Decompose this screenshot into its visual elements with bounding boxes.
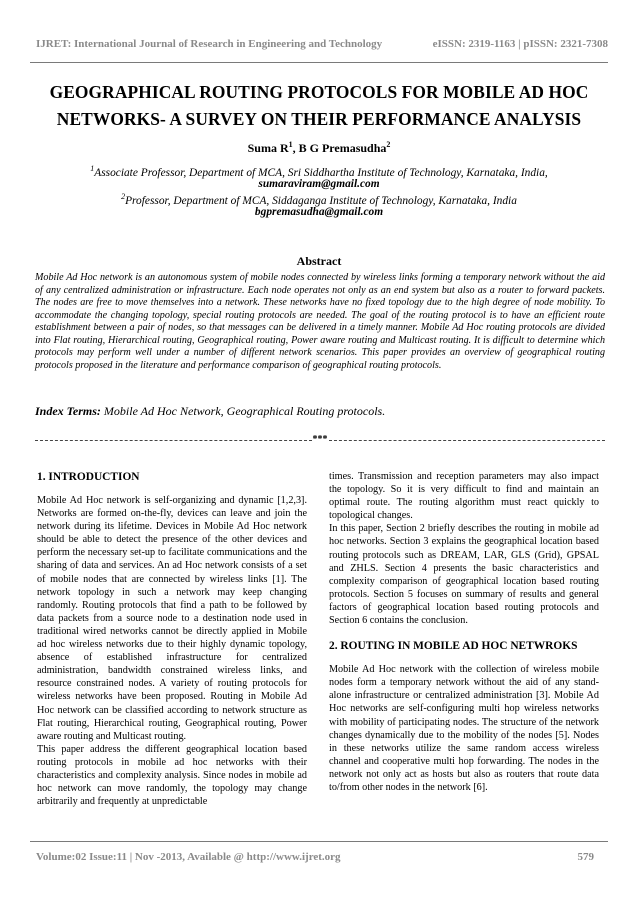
index-terms-label: Index Terms: xyxy=(35,404,101,418)
page-number: 579 xyxy=(577,851,594,863)
affiliation-1-marker: 1 xyxy=(90,164,95,173)
author-2: B G Premasudha xyxy=(298,141,387,155)
title-line-2: NETWORKS- A SURVEY ON THEIR PERFORMANCE ANALYSIS xyxy=(56,109,582,129)
running-header xyxy=(36,38,608,54)
journal-name: IJRET: International Journal of Research in Engineering and Technology xyxy=(36,38,383,50)
issn-info: eISSN: 2319-1163 | pISSN: 2321-7308 xyxy=(432,38,608,50)
title-line-1: GEOGRAPHICAL ROUTING PROTOCOLS FOR MOBILE AD HOC xyxy=(49,82,589,102)
section-separator xyxy=(35,434,605,446)
column-left xyxy=(37,470,307,808)
author-list xyxy=(30,140,608,156)
affiliation-2-marker: 2 xyxy=(121,192,126,201)
section-1-paragraph-1: Mobile Ad Hoc network is self-organizing and dynamic [1,2,3]. Networks are formed on-the-fly, devices can leave and join the network during its lifetime. Devices in Mobile Ad Hoc network should be able to detect the presence of the other devices and perform the necessary set-up to facilitate communications and the sharing of data and services. An ad Hoc network consists of a set of mobile nodes that are connected by wireless links [1]. The network topology in such a network may keep changing randomly. Routing protocols that find a path to be followed by data packets from a source node to a destination node used in traditional wired networks cannot be directly applied in Mobile ad hoc wireless networks due to their highly dynamic topology, absence of established infrastructure for centralized administration, bandwidth constrained wireless links, and resource constrained nodes. A variety of routing protocols for wireless networks have been proposed. Routing in Mobile Ad Hoc network can be classified according to network structure as Flat routing, Hierarchical routing, Geographical routing, Power aware routing and Multicast routing. xyxy=(37,495,307,742)
author-2-marker: 2 xyxy=(386,140,391,149)
separator-dash-right xyxy=(329,440,606,441)
section-2-heading: 2. ROUTING IN MOBILE AD HOC NETWROKS xyxy=(329,640,578,653)
index-terms-text: Mobile Ad Hoc Network, Geographical Routing protocols. xyxy=(100,404,386,418)
paper-title xyxy=(30,79,608,133)
affiliation-2 xyxy=(30,192,608,207)
footer-divider xyxy=(30,841,608,842)
running-footer xyxy=(36,851,594,867)
section-1-heading: 1. INTRODUCTION xyxy=(37,471,140,483)
spacer xyxy=(329,627,599,639)
section-1-paragraph-3: times. Transmission and reception parameters may also impact the topology. So it is very difficult to find and maintain an optimal route. The routing algorithm must react quickly to topological changes. xyxy=(329,471,599,522)
header-divider xyxy=(30,62,608,63)
separator-stars: *** xyxy=(312,434,328,445)
affiliation-1-text: Associate Professor, Department of MCA, Sri Siddhartha Institute of Technology, Karnataka, India, xyxy=(94,166,548,179)
affiliation-2-text: Professor, Department of MCA, Siddaganga Institute of Technology, Karnataka, India xyxy=(125,194,517,207)
column-right xyxy=(329,470,599,794)
affiliation-1 xyxy=(30,164,608,179)
author-1: Suma R xyxy=(247,141,289,155)
volume-info: Volume:02 Issue:11 | Nov -2013, Available @ http://www.ijret.org xyxy=(36,851,341,863)
section-1-paragraph-2: This paper address the different geographical location based routing protocols in mobile ad hoc networks with their characteristics and complexity analysis. Since nodes in mobile ad hoc network can move randomly, the topology may change arbitrarily and frequently at unpredictable xyxy=(37,743,307,808)
author-1-email[interactable]: sumaraviram@gmail.com xyxy=(258,178,380,190)
abstract-text: Mobile Ad Hoc network is an autonomous system of mobile nodes connected by wireless links forming a temporary network without the aid of any centralized administration or infrastructure. Each node operates not only as an end system but also as a router to forward packets. The nodes are free to move themselves into a network. These networks have no fixed topology due to the high degree of node mobility. To accommodate the changing topology, special routing protocols are needed. The goal of the routing protocol is to have an efficient route establishment between a pair of nodes, so that messages can be delivered in a timely manner. Mobile Ad Hoc routing protocols are divided into Flat routing, Hierarchical routing, Geographical routing, Power aware routing and Multicast routing. It is difficult to determine which protocols may perform well under a number of different network scenarios. This paper provides an overview of geographical routing protocols proposed in the literature and performance comparison of geographical routing protocols. xyxy=(35,272,605,371)
author-2-email[interactable]: bgpremasudha@gmail.com xyxy=(254,206,384,218)
separator-dash-left xyxy=(35,440,312,441)
author-1-marker: 1 xyxy=(288,140,293,149)
author-separator: , xyxy=(292,141,299,155)
section-1-paragraph-4: In this paper, Section 2 briefly describes the routing in mobile ad hoc networks. Section 3 explains the geographical location based routing protocols such as DREAM, LAR, GLS (Grid), GPSAL and ZHLS. Section 4 presents the basic characteristics and complexity comparison of geographical location based routing protocols. Section 5 focuses on summary of results and general factors of geographical location based routing protocols and Section 6 contains the conclusion. xyxy=(329,523,599,627)
index-terms xyxy=(35,404,605,419)
abstract-heading: Abstract xyxy=(296,254,342,268)
section-2-paragraph-1: Mobile Ad Hoc network with the collection of wireless mobile nodes form a temporary network without the aid of any stand-alone infrastructure or centralized administration [3]. Mobile Ad Hoc networks are self-configuring multi hop wireless networks with mobility of participating nodes. The structure of the network changes dynamically due to the mobility of the nodes [5]. Nodes in these networks utilize the same random access wireless channel and cooperative multi hop forwarding. The nodes in the network not only act as hosts but also as routers that route data to/from other nodes in the network [6]. xyxy=(329,664,599,793)
